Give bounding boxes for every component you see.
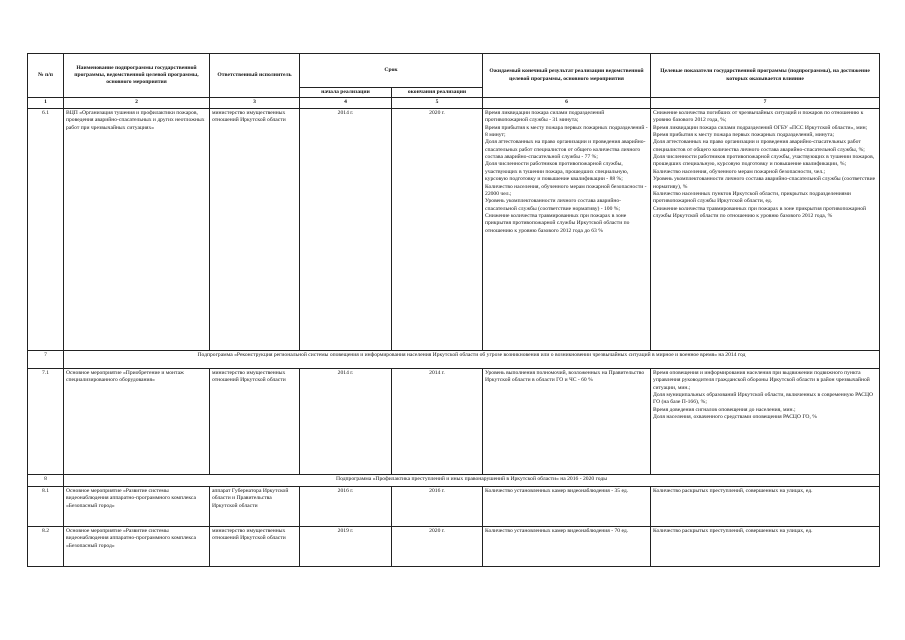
row-executor: министерство имущественных отношений Иркутской области (210, 108, 300, 350)
section-title: Подпрограмма «Реконструкция региональной системы оповещения и информирования населения Иркутской области об угрозе возникновения или о возникновении чрезвычайных ситуаций в мирное и военное время» на 2014 год (64, 350, 880, 368)
table-row (28, 526, 880, 566)
row-start: 2014 г. (300, 108, 392, 350)
row-indicators: Количество раскрытых преступлений, совершенных на улицах, ед. (651, 526, 880, 566)
header-end: окончания реализации (392, 88, 483, 98)
section-number: 7 (28, 350, 64, 368)
column-numbers-row (28, 98, 880, 108)
table-row (28, 368, 880, 474)
section-row (28, 350, 880, 368)
row-indicators: Снижение количества погибших от чрезвычайных ситуаций и пожаров по отношению к уровню базового 2012 года, %; Время ликвидации пожара силами подразделений ОГБУ «ПСС Иркутской области», мин; Время прибытия к месту пожара первых пожарных подразделений, минута; Доля аттестованных на право организации и проведения аварийно-спасательных работ специалистов от общего количества личного состава аварийно-спасательной службы, %; Доля численности работников противопожарной службы, участвующих в тушении пожаров, прошедших специальную, курсовую подготовку и повышение квалификации, %; Количество населения, обученного мерам пожарной безопасности, чел.; Уровень укомплектованности личного состава аварийно-спасательной службы (соответствие нормативу), % Количество населенных пунктов Иркутской области, прикрытых подразделениями противопожарной службы Иркутской области, ед. Снижение количества травмированных при пожарах в зоне прикрытия противопожарной службы Иркутской области по отношению к уровню базового 2012 года, % (651, 108, 880, 350)
header-indicators: Целевые показатели государственной программы (подпрограммы), на достижение которых оказывается влияние (651, 54, 880, 98)
row-end: 2014 г. (392, 368, 483, 474)
row-start: 2014 г. (300, 368, 392, 474)
column-number: 1 (28, 98, 64, 108)
column-number: 5 (392, 98, 483, 108)
column-number: 3 (210, 98, 300, 108)
section-row (28, 474, 880, 486)
row-result: Количество установленных камер видеонаблюдения - 70 ед. (483, 526, 651, 566)
row-start: 2019 г. (300, 526, 392, 566)
table-row (28, 486, 880, 526)
row-name: Основное мероприятие «Приобретение и монтаж специализированного оборудования» (64, 368, 210, 474)
row-name: ВЦП «Организация тушения и профилактики пожаров, проведения аварийно-спасательных и других неотложных работ при чрезвычайных ситуациях» (64, 108, 210, 350)
header-term: Срок (300, 54, 483, 88)
row-name: Основное мероприятие «Развитие системы видеонаблюдения аппаратно-программного комплекса «Безопасный город» (64, 526, 210, 566)
row-name: Основное мероприятие «Развитие системы видеонаблюдения аппаратно-программного комплекса «Безопасный город» (64, 486, 210, 526)
row-indicators: Время оповещения и информирования населения при выдвижении подвижного пункта управления руководителя гражданской обороны Иркутской области в район чрезвычайной ситуации, мин.; Доля муниципальных образований Иркутской области, включенных в современную РАСЦО ГО (на базе П-166), %; Время доведения сигналов оповещения до населения, мин.; Доля населения, охваченного средствами оповещения РАСЦО ГО, % (651, 368, 880, 474)
row-number: 8.2 (28, 526, 64, 566)
header-executor: Ответственный исполнитель (210, 54, 300, 98)
row-result: Количество установленных камер видеонаблюдения - 35 ед. (483, 486, 651, 526)
column-number: 4 (300, 98, 392, 108)
header-num: № п/п (28, 54, 64, 98)
column-number: 6 (483, 98, 651, 108)
program-table (27, 53, 880, 567)
row-end: 2016 г. (392, 486, 483, 526)
row-indicators: Количество раскрытых преступлений, совершенных на улицах, ед. (651, 486, 880, 526)
row-start: 2016 г. (300, 486, 392, 526)
row-number: 8.1 (28, 486, 64, 526)
header-row (28, 54, 880, 88)
row-number: 6.1 (28, 108, 64, 350)
row-number: 7.1 (28, 368, 64, 474)
row-executor: министерство имущественных отношений Иркутской области (210, 368, 300, 474)
row-end: 2020 г. (392, 526, 483, 566)
section-title: Подпрограмма «Профилактика преступлений и иных правонарушений в Иркутской области» на 2016 - 2020 годы (64, 474, 880, 486)
row-result: Время ликвидации пожара силами подразделений противопожарной службы - 31 минута; Время прибытия к месту пожара первых пожарных подразделений - 8 минут; Доля аттестованных на право организации и проведения аварийно-спасательных работ специалистов от общего количества личного состава аварийно-спасательной службы - 77 %; Доля численности работников противопожарной службы, участвующих в тушении пожара, прошедших специальную, курсовую подготовку и повышение квалификации - 88 %; Количество населения, обученного мерам пожарной безопасности - 22000 чел.; Уровень укомплектованности личного состава аварийно-спасательной службы (соответствие нормативу) - 100 %; Снижение количества травмированных при пожарах в зоне прикрытия противопожарной службы Иркутской области по отношению к уровню базового 2012 года до 63 % (483, 108, 651, 350)
column-number: 2 (64, 98, 210, 108)
column-number: 7 (651, 98, 880, 108)
header-name: Наименование подпрограммы государственной программы, ведомственной целевой программы, основного мероприятия (64, 54, 210, 98)
table-row (28, 108, 880, 350)
row-executor: аппарат Губернатора Иркутской области и Правительства Иркутской области (210, 486, 300, 526)
section-number: 8 (28, 474, 64, 486)
header-result: Ожидаемый конечный результат реализации ведомственной целевой программы, основного мероприятия (483, 54, 651, 98)
row-executor: министерство имущественных отношений Иркутской области (210, 526, 300, 566)
row-result: Уровень выполнения полномочий, возложенных на Правительство Иркутской области в области ГО и ЧС - 60 % (483, 368, 651, 474)
row-end: 2020 г. (392, 108, 483, 350)
header-start: начала реализации (300, 88, 392, 98)
